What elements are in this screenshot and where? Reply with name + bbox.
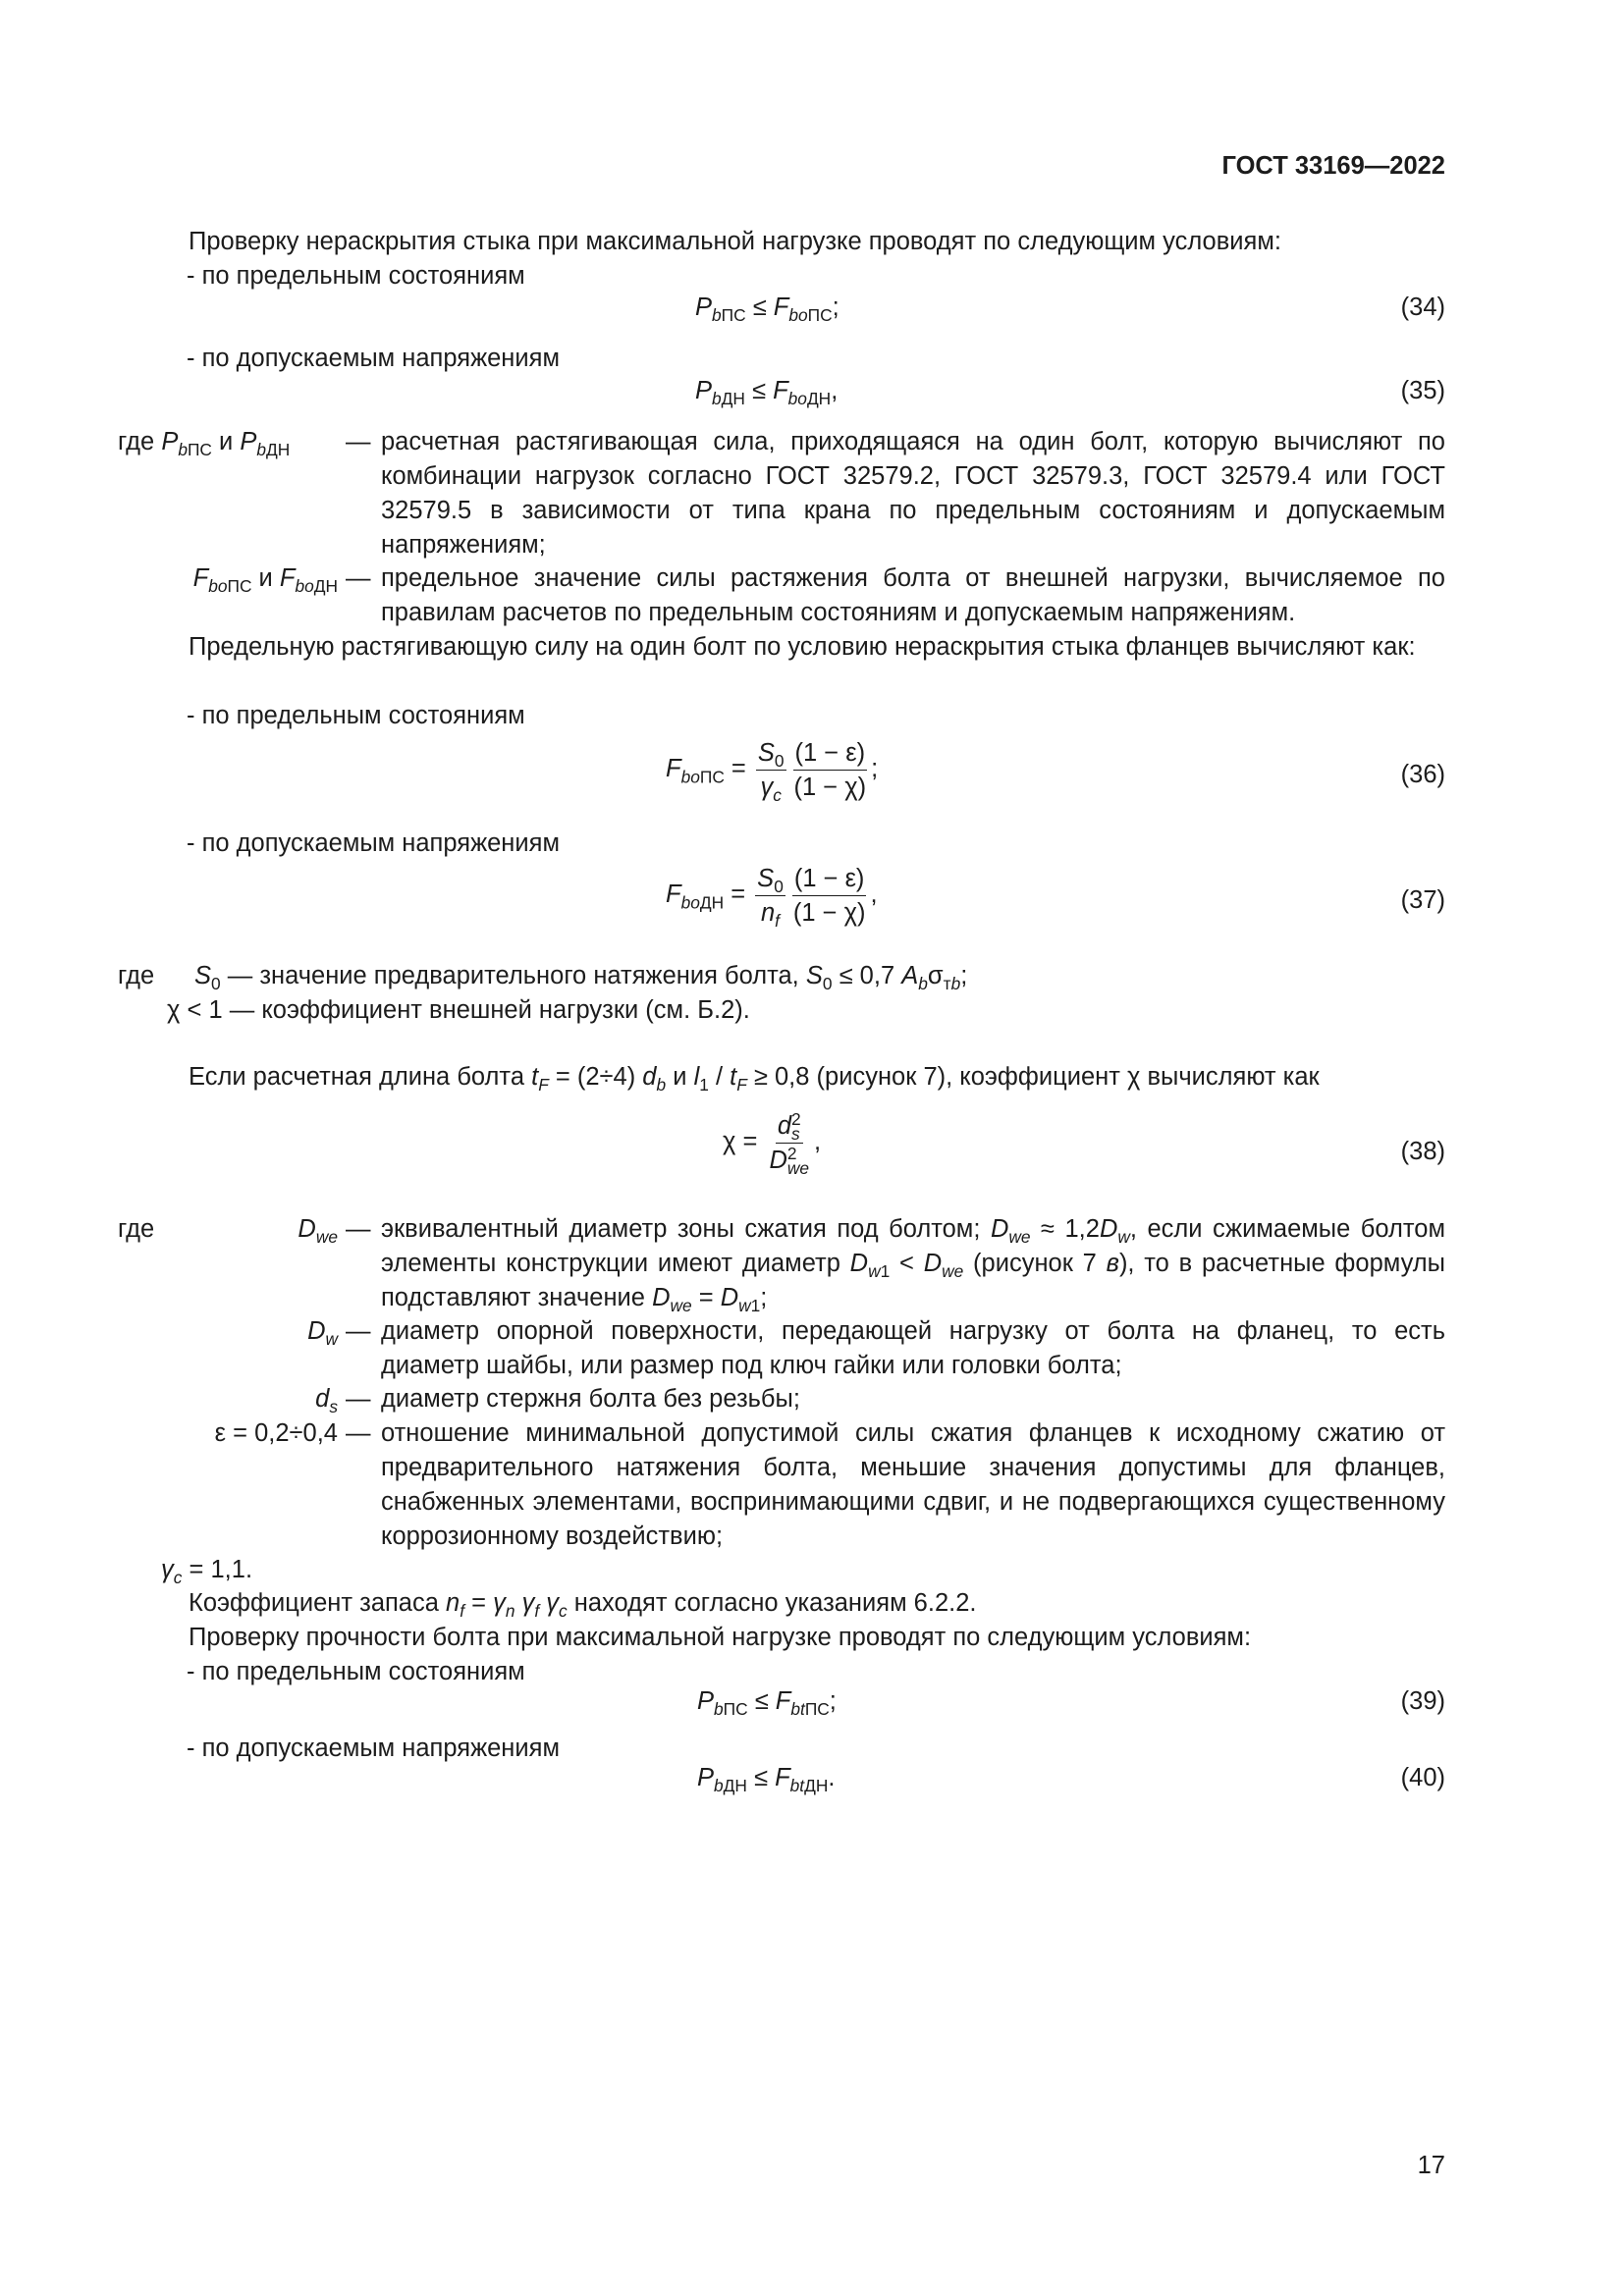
formula-34: $P_{bПС} \le F_{boПС}$; xyxy=(695,294,839,326)
and-word: и xyxy=(219,428,234,455)
where-word: где xyxy=(118,428,155,455)
definition-ds: диаметр стержня болта без резьбы; xyxy=(381,1385,800,1413)
formula-35: $P_{bДН} \le F_{boДН}$, xyxy=(695,377,839,409)
def-label-p: где $P_{bПС}$ и $P_{bДН}$ xyxy=(118,428,291,460)
equation-number-36: (36) xyxy=(1400,761,1445,788)
dash: — xyxy=(346,1215,371,1243)
equation-number-40: (40) xyxy=(1400,1764,1445,1791)
page-number: 17 xyxy=(1417,2152,1445,2179)
dash: — xyxy=(346,1317,371,1345)
dash: — xyxy=(346,564,371,592)
def-line-s0: $S_0$ — значение предварительного натяжения болта, $S_0 \le 0,7$ $A_b\sigma_{тb}$; xyxy=(194,962,968,994)
equation-number-35: (35) xyxy=(1400,377,1445,404)
definition-epsilon: отношение минимальной допустимой силы сжатия фланцев к исходному сжатию от предварительного натяжения болта, меньшие значения допустимы для фланцев, снабженных элементами, воспринимающими сдвиг, и не подвергающихся существенному коррозионному воздействию; xyxy=(381,1419,1445,1550)
formula-38: χ = d 2 s D 2 we , xyxy=(723,1109,822,1179)
def-line-chi: χ < 1 — коэффициент внешней нагрузки (см. Б.2). xyxy=(167,996,750,1024)
equation-number-37: (37) xyxy=(1400,886,1445,914)
formula-40: $P_{bДН} \le F_{btДН}$. xyxy=(697,1764,836,1796)
fraction-s0-nf: $\frac{S_0}{n_f}$ xyxy=(755,862,785,930)
def-label-f: $F_{boПС}$ и $F_{boДН}$ xyxy=(192,564,338,597)
definition-chi: коэффициент внешней нагрузки (см. Б.2). xyxy=(261,996,750,1024)
equation-number-34: (34) xyxy=(1400,294,1445,321)
paragraph-limit-force: Предельную растягивающую силу на один болт по условию нераскрытия стыка фланцев вычисляют как: xyxy=(189,633,1416,661)
def-label-ds: $d_s$ xyxy=(315,1385,338,1417)
definition-p: расчетная растягивающая сила, приходящаяся на один болт, которую вычисляют по комбинации нагрузок согласно ГОСТ 32579.2, ГОСТ 32579.3, ГОСТ 32579.4 или ГОСТ 32579.5 в зависимости от типа крана по предельным состояниям и допускаемым напряжениям; xyxy=(381,428,1445,559)
dash: — xyxy=(346,1385,371,1413)
list-item-allowable-stresses: - по допускаемым напряжениям xyxy=(187,345,560,372)
def-label-dw: $D_w$ xyxy=(307,1317,338,1350)
list-item-limit-states: - по предельным состояниям xyxy=(187,1658,525,1685)
list-item-allowable-stresses: - по допускаемым напряжениям xyxy=(187,829,560,857)
paragraph-chi: Если расчетная длина болта $t_F = (2\div 4)$ $d_b$ и $l_1 / t_F \ge 0,8$ (рисунок 7), коэффициент χ вычисляют как xyxy=(189,1063,1320,1095)
equation-number-39: (39) xyxy=(1400,1687,1445,1715)
definition-s0: значение предварительного натяжения болта, xyxy=(259,962,799,989)
list-item-limit-states: - по предельным состояниям xyxy=(187,262,525,290)
fraction-eps-chi: $\frac{(1 - \varepsilon)}{(1 - \chi)}$ xyxy=(792,736,869,804)
equation-number-38: (38) xyxy=(1400,1138,1445,1165)
where-word: где xyxy=(118,1215,155,1243)
where-word: где xyxy=(118,962,155,989)
formula-39: $P_{bПС} \le F_{btПС}$; xyxy=(697,1687,837,1720)
fraction-s0-gamma: $\frac{S_0}{\gamma_c}$ xyxy=(756,736,786,804)
fraction-eps-chi: $\frac{(1 - \varepsilon)}{(1 - \chi)}$ xyxy=(791,862,868,930)
def-gamma-c: $\gamma_c = 1,1$. xyxy=(161,1556,253,1588)
standard-header: ГОСТ 33169—2022 xyxy=(1221,152,1445,180)
list-item-limit-states: - по предельным состояниям xyxy=(187,702,525,729)
definition-dwe: эквивалентный диаметр зоны сжатия под болтом; $D_{we} \approx 1,2D_w$, если сжимаемые болтом элементы конструкции имеют диаметр $D_{w1} < D_{we}$ (рисунок 7 в), то в расчетные формулы подставляют значение $D_{we} = D_{w1}$; xyxy=(381,1215,1445,1316)
paragraph-intro-check: Проверку нераскрытия стыка при максимальной нагрузке проводят по следующим условиям: xyxy=(189,228,1281,255)
list-item-allowable-stresses: - по допускаемым напряжениям xyxy=(187,1735,560,1762)
formula-37: $F_{boДН}$ = $\frac{S_0}{n_f}$ $\frac{(1 - \varepsilon)}{(1 - \chi)}$ , xyxy=(666,862,878,930)
paragraph-safety-factor: Коэффициент запаса $n_f = \gamma_n$ $\gamma_f$ $\gamma_c$ находят согласно указаниям 6.2.2. xyxy=(189,1589,977,1622)
fraction-ds-dwe: d 2 s D 2 we xyxy=(769,1109,810,1179)
paragraph-strength-check: Проверку прочности болта при максимальной нагрузке проводят по следующим условиям: xyxy=(189,1624,1252,1651)
dash: — xyxy=(346,1419,371,1447)
definition-f: предельное значение силы растяжения болта от внешней нагрузки, вычисляемое по правилам расчетов по предельным состояниям и допускаемым напряжениям. xyxy=(381,564,1445,626)
dash: — xyxy=(346,428,371,455)
definition-dw: диаметр опорной поверхности, передающей нагрузку от болта на фланец, то есть диаметр шайбы, или размер под ключ гайки или головки болта; xyxy=(381,1317,1445,1379)
def-label-epsilon: ε = 0,2÷0,4 xyxy=(214,1419,338,1447)
def-label-dwe: $D_{we}$ xyxy=(298,1215,338,1248)
formula-36: $F_{boПС}$ = $\frac{S_0}{\gamma_c}$ $\frac{(1 - \varepsilon)}{(1 - \chi)}$ ; xyxy=(666,736,878,804)
